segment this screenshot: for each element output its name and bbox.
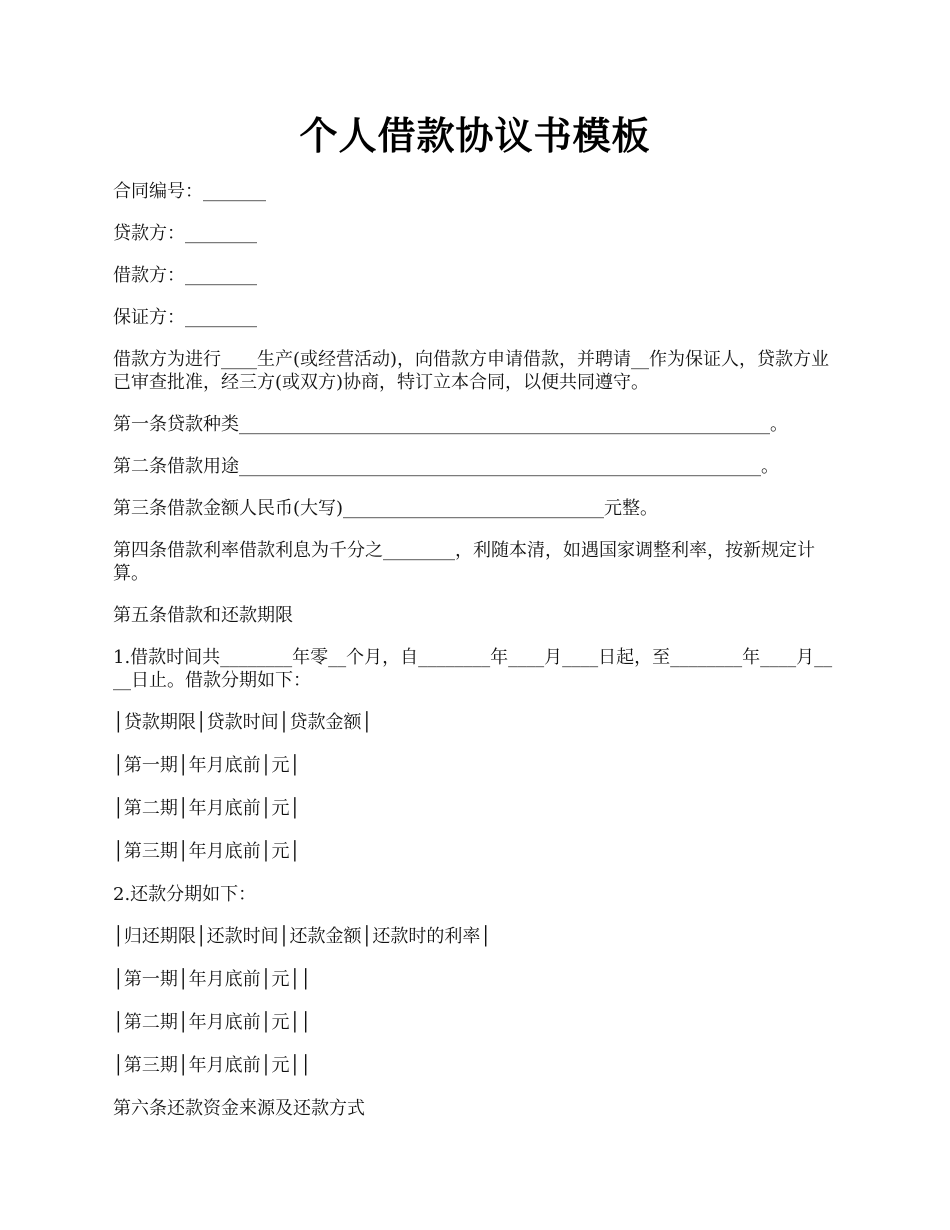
article-interest-rate: 第四条借款利率借款利息为千分之________，利随本清，如遇国家调整利率，按新规定计算。 [113, 540, 815, 584]
repay-table-row: │第一期│年月底前│元││ [113, 969, 312, 990]
article-loan-amount: 第三条借款金额人民币(大写)_____________________________元整。 [113, 498, 659, 519]
article-loan-type: 第一条贷款种类___________________________________________________________。 [113, 414, 788, 435]
article-loan-purpose: 第二条借款用途__________________________________________________________。 [113, 456, 779, 477]
document-title: 个人借款协议书模板 [299, 113, 651, 158]
document-body [113, 180, 839, 1139]
loan-table-row: │第三期│年月底前│元│ [113, 841, 301, 862]
loan-table-row: │第二期│年月底前│元│ [113, 798, 301, 819]
article-repayment-source: 第六条还款资金来源及还款方式 [113, 1098, 365, 1119]
intro-paragraph: 借款方为进行____生产(或经营活动)，向借款方申请借款，并聘请__作为保证人，贷款方业已审查批准，经三方(或双方)协商，特订立本合同，以便共同遵守。 [113, 349, 830, 393]
clause-repayment: 2.还款分期如下： [113, 884, 257, 905]
clause-loan-period: 1.借款时间共________年零__个月，自________年____月____日起，至________年____月____日止。借款分期如下： [113, 647, 833, 691]
repay-table-row: │第二期│年月底前│元││ [113, 1012, 312, 1033]
borrower-field: 借款方：________ [113, 265, 257, 286]
lender-field: 贷款方：________ [113, 223, 257, 244]
guarantor-field: 保证方：________ [113, 307, 257, 328]
loan-table-header: │贷款期限│贷款时间│贷款金额│ [113, 712, 373, 733]
repay-table-row: │第三期│年月底前│元││ [113, 1055, 312, 1076]
repay-table-header: │归还期限│还款时间│还款金额│还款时的利率│ [113, 926, 492, 947]
contract-number-field: 合同编号：_______ [113, 181, 266, 202]
loan-table-row: │第一期│年月底前│元│ [113, 755, 301, 776]
article-loan-term: 第五条借款和还款期限 [113, 605, 293, 626]
